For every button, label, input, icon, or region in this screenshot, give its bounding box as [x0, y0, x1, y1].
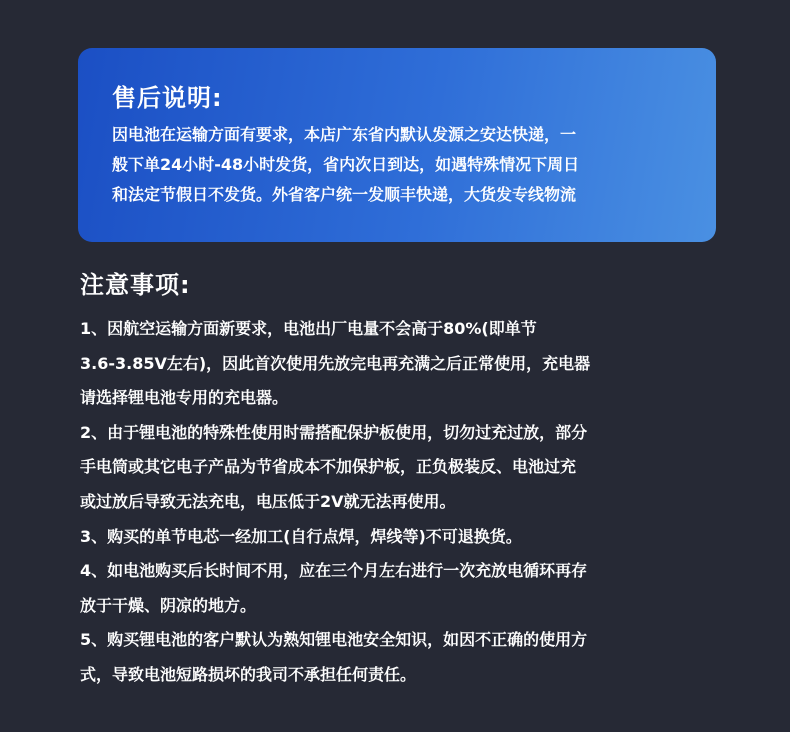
- note-line: 或过放后导致无法充电，电压低于2V就无法再使用。: [80, 491, 456, 511]
- note-line: 2、由于锂电池的特殊性使用时需搭配保护板使用，切勿过充过放，部分: [80, 422, 588, 442]
- note-line: 4、如电池购买后长时间不用，应在三个月左右进行一次充放电循环再存: [80, 561, 588, 581]
- aftersale-card: [78, 48, 716, 242]
- note-line: 5、购买锂电池的客户默认为熟知锂电池安全知识，如因不正确的使用方: [80, 630, 588, 650]
- note-line: 请选择锂电池专用的充电器。: [80, 388, 289, 408]
- aftersale-title: 售后说明:: [112, 84, 223, 112]
- note-line: 式，导致电池短路损坏的我司不承担任何责任。: [80, 664, 417, 684]
- note-line: 3、购买的单节电芯一经加工(自行点焊，焊线等)不可退换货。: [80, 526, 522, 546]
- notes-section: [80, 268, 720, 693]
- aftersale-line: 和法定节假日不发货。外省客户统一发顺丰快递，大货发专线物流: [112, 185, 577, 204]
- note-line: 3.6-3.85V左右)，因此首次使用先放完电再充满之后正常使用，充电器: [80, 353, 591, 373]
- aftersale-line: 因电池在运输方面有要求，本店广东省内默认发源之安达快递，一: [112, 125, 577, 144]
- aftersale-text: [112, 120, 692, 210]
- note-line: 手电筒或其它电子产品为节省成本不加保护板，正负极装反、电池过充: [80, 457, 577, 477]
- note-line: 放于干燥、阴凉的地方。: [80, 595, 257, 615]
- note-line: 1、因航空运输方面新要求，电池出厂电量不会高于80%(即单节: [80, 319, 537, 338]
- notes-title: 注意事项:: [80, 271, 191, 299]
- aftersale-line: 般下单24小时-48小时发货，省内次日到达，如遇特殊情况下周日: [112, 155, 580, 174]
